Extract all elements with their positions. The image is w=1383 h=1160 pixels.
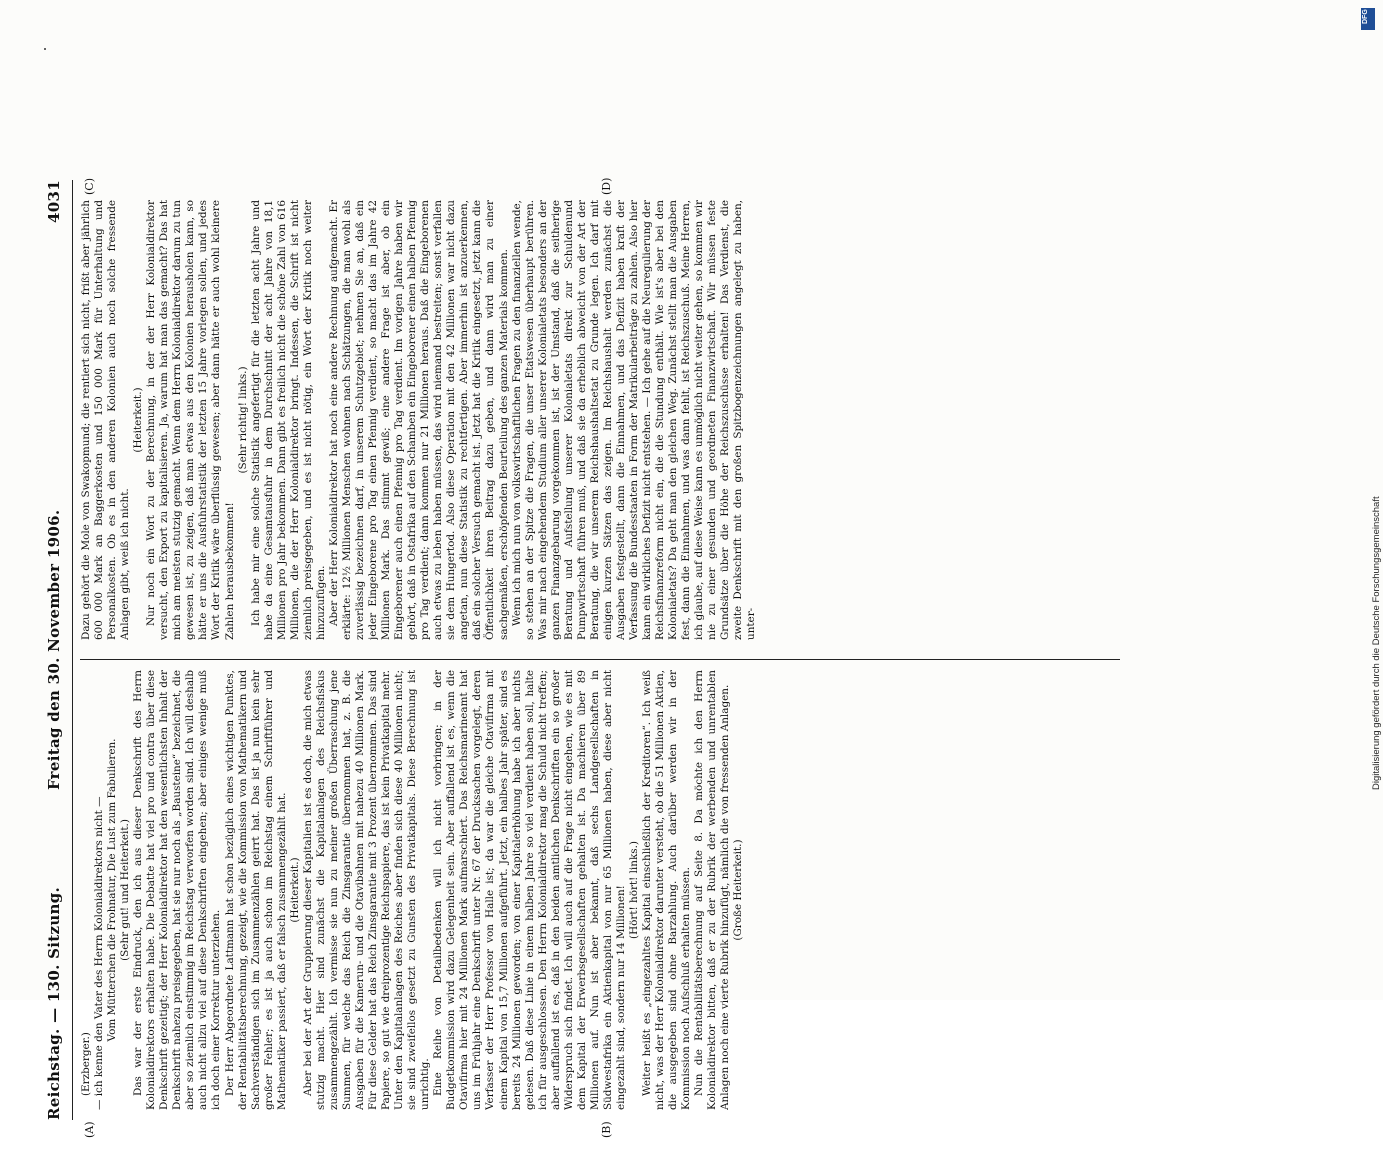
scan-speck bbox=[44, 48, 46, 50]
paragraph: Das war der erste Eindruck, den ich aus dieser Denkschrift des Herrn Kolonialdirektors erhalten habe. Die Debatte hat viel pro und contra über diese Denkschrift gezeitigt; der Herr Kolonialdirektor hat den wesentlichsten Inhalt der Denkschrift nahezu preisgegeben, hat sie nur noch als „Bausteine“ bezeichnet, die aber so ziemlich einstimmig im Reichstag verworfen worden sind. Ich will deshalb auch nicht allzu viel auf diese Denkschriften eingehen; aber einiges wenige muß ich doch einer Korrektur unterziehen. bbox=[132, 670, 223, 1110]
page-number: 4031 bbox=[45, 180, 63, 223]
credit-text: Digitalisierung gefördert durch die Deutsche Forschungsgemeinschaft bbox=[1371, 496, 1382, 790]
paragraph: Wenn ich mich nun von volkswirtschaftlichen Fragen zu den finanziellen wende, so stehen an der Spitze die Fragen, die unser Etatswesen überhaupt berühren. Was mir nach eingehendem Studium aller unserer Kolonialetats besonders an der ganzen Finanzgebarung vorgekommen ist, ist der Umstand, daß die seitherige Beratung und Aufstellung unserer Kolonialetats direkt zur Schuldenund Pumpwirtschaft führen muß, und daß sie da erheblich abweicht von der Art der Beratung, die wir unserem Reichshaushaltsetat zu Grunde legen. Ich darf mit einigen kurzen Sätzen das zeigen. Im Reichshaushalt werden zunächst die Ausgaben festgestellt, dann die Einnahmen, und das Defizit haben kraft der Verfassung die Bundesstaaten in Form der Matrikularbeiträge zu zahlen. Also hier kann ein wirkliches Defizit nicht entstehen. — Ich gehe auf die Neuregulierung der Reichsfinanzreform nicht ein, die die Stundung enthält. Wie ist's aber bei den Kolonialetats? Da geht man den gleichen Weg. Zunächst stellt man die Ausgaben fest, dann die Einnahmen, und was dann fehlt, ist Reichszuschuß. Meine Herren, ich glaube, auf diese Weise kann es unmöglich nicht weiter gehen, so kommen wir nie zu einer gesunden und geordneten Finanzwirtschaft. Wir müssen feste Grundsätze über die Höhe der Reichszuschüsse erhalten! Das Verdienst, die zweite Denkschrift mit den großen Spitzbogenzeichnungen angelegt zu haben, unter- bbox=[510, 200, 758, 640]
paragraph: Dazu gehört die Mole von Swakopmund; die rentiert sich nicht, frißt aber jährlich 600 000 Mark an Baggerkosten und 150 000 Mark für Unterhaltung und Personalkosten. Ob es in den anderen Kolonien auch noch solche fressende Anlagen gibt, weiß ich nicht. bbox=[80, 200, 132, 640]
header-rule bbox=[72, 180, 73, 1120]
paragraph: (Heiterkeit.) bbox=[288, 857, 301, 923]
paragraph: Der Herr Abgeordnete Lattmann hat schon bezüglich eines wichtigen Punktes, der Rentabilitätsberechnung, gezeigt, wie die Kommission von Mathematikern und Sachverständigen sich im Zusammenzählen geirrt hat. Das ist ja nun kein sehr großer Fehler; es ist ja auch schon im Reichstag einem Schriftführer und Mathematiker passiert, daß er falsch zusammengezählt hat. bbox=[223, 670, 288, 1110]
margin-mark-d: (D) bbox=[600, 177, 613, 195]
paragraph: (Hört! hört! links.) bbox=[627, 841, 640, 939]
paragraph: Aber der Herr Kolonialdirektor hat noch eine andere Rechnung aufgemacht. Er erklärte: 12½ Millionen Menschen wohnen nach Schätzungen, die man wohl als zuverlässig bezeichnen darf, in unserem Schutzgebiet; nehmen Sie an, daß ein jeder Eingeborene pro Tag einen Pfennig verdient, so macht das im Jahre 42 Millionen Mark. Das stimmt gewiß; eine andere Frage ist aber, ob ein Eingeborener auch einen Pfennig pro Tag verdient. Im vorigen Jahre haben wir gehört, daß in Ostafrika auf den Schamben ein Eingeborener einen halben Pfennig pro Tag verdient; dann kommen nur 21 Millionen heraus. Daß die Eingeborenen auch etwas zu leben haben müssen, das wird niemand bestreiten; sonst verfallen sie dem Hungertod. Also diese Operation mit den 42 Millionen war nicht dazu angetan, nun diese Statistik zu rechtfertigen. Aber immerhin ist anzuerkennen, daß ein solcher Versuch gemacht ist. Jetzt hat die Kritik eingesetzt, jetzt kann die Öffentlichkeit ihren Beitrag dazu geben, und dann wird man zu einer sachgemäßen, erschöpfenden Beurteilung des ganzen Materials kommen. bbox=[327, 200, 510, 640]
running-head-date: Freitag den 30. November 1906. bbox=[45, 509, 63, 790]
dfg-logo bbox=[1361, 8, 1375, 30]
paragraph: Vom Mütterchen die Frohnatur, Die Lust zum Fabulieren. bbox=[106, 738, 119, 1042]
paragraph: Nur noch ein Wort zu der Berechnung, in der der Herr Kolonialdirektor versucht, den Export zu kapitalisieren. Ja, warum hat man das gemacht? Das hat mich am meisten stutzig gemacht. Wenn dem Herrn Kolonialdirektor darum zu tun gewesen ist, zu zeigen, daß man etwas aus den Kolonien herausholen kann, so hätte er uns die Ausfuhrstatistik der letzten 15 Jahre vorlegen sollen, und jedes Wort der Kritik wäre überflüssig gewesen; aber dann hätte er auch wohl kleinere Zahlen herausbekommen! bbox=[145, 200, 236, 640]
paragraph: Weiter heißt es „eingezahltes Kapital einschließlich der Kreditoren“. Ich weiß nicht, was der Herr Kolonialdirektor darunter versteht, ob die 51 Millionen Aktien, die ausgegeben sind ohne Barzahlung. Auch darüber werden wir in der Kommission noch Aufschluß erhalten müssen. bbox=[641, 670, 693, 1110]
paragraph: (Sehr richtig! links.) bbox=[236, 366, 249, 474]
running-head-session: Reichstag. — 130. Sitzung. bbox=[45, 886, 63, 1120]
rotated-page bbox=[0, 160, 1160, 1160]
margin-mark-a: (A) bbox=[83, 1121, 96, 1138]
paragraph: Aber bei der Art der Gruppierung dieser Kapitalien ist es doch, die mich etwas stutzig macht. Hier sind zunächst die Kapitalanlagen des Reichsfiskus zusammengezählt. Ich vermisse sie nun zu meiner großen Überraschung jene Summen, für welche das Reich die Zinsgarantie übernommen hat, z. B. die Ausgaben für die Kamerun- und die Otavibahnen mit nahezu 40 Millionen Mark. Für diese Gelder hat das Reich Zinsgarantie mit 3 Prozent übernommen. Das sind Papiere, so gut wie dreiprozentige Reichspapiere, das ist kein Privatkapital mehr. Unter den Kapitalanlagen des Reiches aber finden sich diese 40 Millionen nicht; sie sind zweifellos gesetzt zu Gunsten des Privatkapitals. Diese Berechnung ist unrichtig. bbox=[301, 670, 432, 1110]
paragraph: (Sehr gut! und Heiterkeit.) bbox=[119, 819, 132, 961]
running-head bbox=[45, 180, 69, 1120]
digitization-credit bbox=[1357, 10, 1382, 810]
left-column bbox=[80, 670, 1120, 1110]
margin-mark-c: (C) bbox=[83, 178, 96, 195]
paragraph: Eine Reihe von Detailbedenken will ich nicht vorbringen; in der Budgetkommission wird dazu Gelegenheit sein. Aber auffallend ist es, wenn die Otavifirma hier mit 24 Millionen Mark aufmarschiert. Das Reichsmarineamt hat uns im Frühjahr eine Denkschrift unter Nr. 67 der Drucksachen vorgelegt, deren Verfasser der Herr Professor von Halle ist; da war die gleiche Otavifirma mit einem Kapital von 15,7 Millionen aufgeführt. Jetzt, ein halbes Jahr später, sind es bereits 24 Millionen geworden; von einer Kapitalerhöhung habe ich aber nichts gelesen. Daß diese Linie in einem halben Jahre so viel verdient haben soll, halte ich für ausgeschlossen. Den Herrn Kolonialdirektor mag die Schuld nicht treffen; aber auffallend ist es, daß in den beiden amtlichen Denkschriften ein so großer Widerspruch sich findet. Ich will auch auf die Frage nicht eingehen, wie es mit dem Kapital der Erwerbsgesellschaften gehalten ist. Da machieren über 89 Millionen auf. Nun ist aber bekannt, daß sechs Landgesellschaften in Südwestafrika ein Aktienkapital von nur 65 Millionen haben, diese aber nicht eingezahlt sind, sondern nur 14 Millionen! bbox=[432, 670, 627, 1110]
margin-mark-b: (B) bbox=[600, 1121, 613, 1138]
paragraph: (Erzberger.) bbox=[80, 1032, 92, 1096]
dfg-logo-text: DFG bbox=[1362, 9, 1369, 24]
paragraph: — ich kenne den Vater des Herrn Kolonialdirektors nicht — bbox=[93, 796, 106, 1110]
column-divider bbox=[80, 659, 1120, 660]
right-column bbox=[80, 200, 1120, 640]
paragraph: (Heiterkeit.) bbox=[132, 387, 145, 453]
paragraph: Nun die Rentabilitätsberechnung auf Seite 8. Da möchte ich den Herrn Kolonialdirektor bitten, daß er zu der Rubrik der werbenden und unrentablen Anlagen noch eine vierte Rubrik hinzufügt, nämlich die von fressenden Anlagen. bbox=[693, 670, 732, 1110]
paragraph: (Große Heiterkeit.) bbox=[732, 839, 745, 941]
paragraph: Ich habe mir eine solche Statistik angefertigt für die letzten acht Jahre und habe da eine Gesamtausfuhr in dem Durchschnitt der acht Jahre von 18,1 Millionen pro Jahr bekommen. Dann gibt es freilich nicht die schöne Zahl von 616 Millionen, die der Herr Kolonialdirektor bringt. Indessen, die Schrift ist nicht ziemlich preisgegeben, und es ist nicht nötig, ein Wort der Kritik noch weiter hinzuzufügen. bbox=[249, 200, 327, 640]
